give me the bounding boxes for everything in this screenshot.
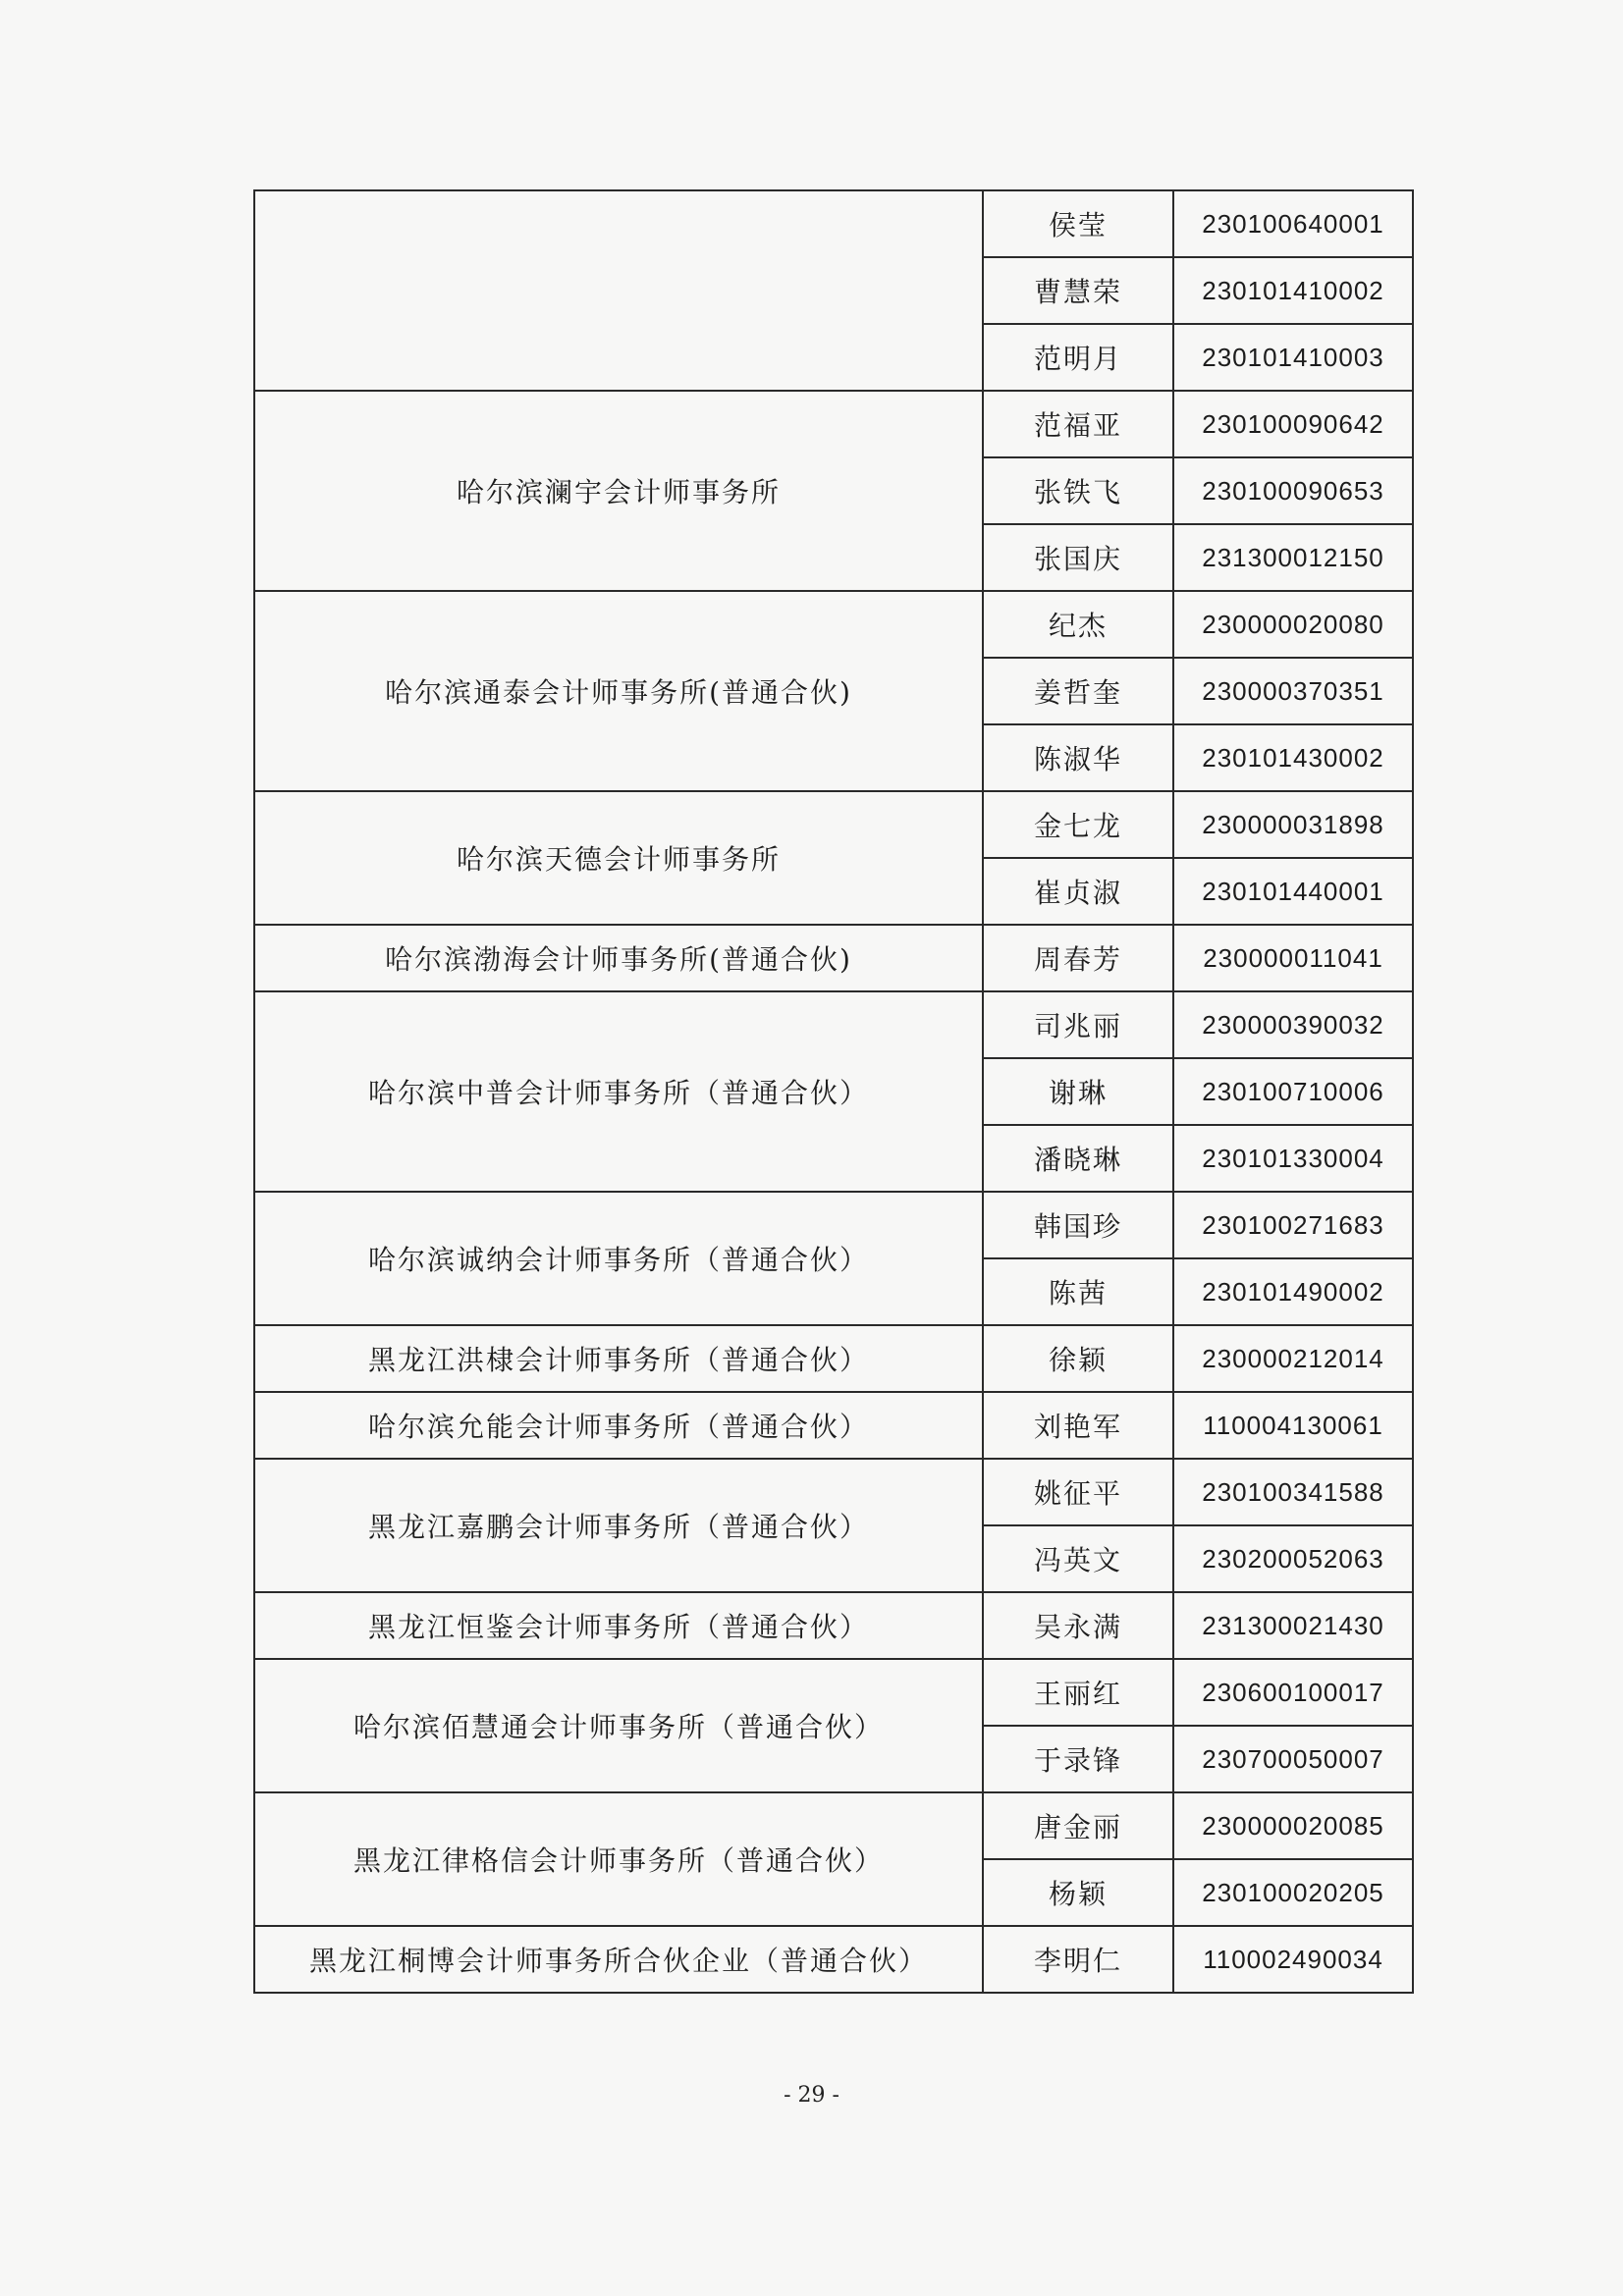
certificate-number-cell: 230100341588 bbox=[1173, 1459, 1413, 1525]
certificate-number-cell: 230600100017 bbox=[1173, 1659, 1413, 1726]
firm-name-cell: 哈尔滨佰慧通会计师事务所（普通合伙） bbox=[254, 1659, 983, 1792]
table-row bbox=[254, 925, 1413, 991]
accountant-name-cell: 李明仁 bbox=[983, 1926, 1173, 1993]
accountant-name-cell: 于录锋 bbox=[983, 1726, 1173, 1792]
firm-name-cell: 哈尔滨渤海会计师事务所(普通合伙) bbox=[254, 925, 983, 991]
accountant-name-cell: 潘晓琳 bbox=[983, 1125, 1173, 1192]
certificate-number-cell: 230101410002 bbox=[1173, 257, 1413, 324]
firm-name-cell: 黑龙江洪棣会计师事务所（普通合伙） bbox=[254, 1325, 983, 1392]
accountant-roster-table bbox=[253, 189, 1414, 1994]
page-number: - 29 - bbox=[784, 2083, 839, 2108]
firm-name-cell: 黑龙江恒鉴会计师事务所（普通合伙） bbox=[254, 1592, 983, 1659]
firm-name-cell: 哈尔滨通泰会计师事务所(普通合伙) bbox=[254, 591, 983, 791]
firm-name-cell: 黑龙江桐博会计师事务所合伙企业（普通合伙） bbox=[254, 1926, 983, 1993]
certificate-number-cell: 230000031898 bbox=[1173, 791, 1413, 858]
firm-name-cell: 哈尔滨天德会计师事务所 bbox=[254, 791, 983, 925]
certificate-number-cell: 230000370351 bbox=[1173, 658, 1413, 724]
certificate-number-cell: 230200052063 bbox=[1173, 1525, 1413, 1592]
certificate-number-cell: 230000212014 bbox=[1173, 1325, 1413, 1392]
table-row bbox=[254, 391, 1413, 457]
certificate-number-cell: 230100090642 bbox=[1173, 391, 1413, 457]
accountant-name-cell: 徐颖 bbox=[983, 1325, 1173, 1392]
accountant-name-cell: 司兆丽 bbox=[983, 991, 1173, 1058]
accountant-name-cell: 刘艳军 bbox=[983, 1392, 1173, 1459]
accountant-name-cell: 姜哲奎 bbox=[983, 658, 1173, 724]
accountant-name-cell: 韩国珍 bbox=[983, 1192, 1173, 1258]
accountant-name-cell: 冯英文 bbox=[983, 1525, 1173, 1592]
certificate-number-cell: 230101330004 bbox=[1173, 1125, 1413, 1192]
certificate-number-cell: 230101430002 bbox=[1173, 724, 1413, 791]
table-row bbox=[254, 991, 1413, 1058]
roster-table-body bbox=[254, 190, 1413, 1993]
table-row bbox=[254, 1592, 1413, 1659]
accountant-name-cell: 陈淑华 bbox=[983, 724, 1173, 791]
table-row bbox=[254, 791, 1413, 858]
table-row bbox=[254, 1792, 1413, 1859]
firm-name-cell: 黑龙江嘉鹏会计师事务所（普通合伙） bbox=[254, 1459, 983, 1592]
table-row bbox=[254, 1325, 1413, 1392]
accountant-name-cell: 周春芳 bbox=[983, 925, 1173, 991]
certificate-number-cell: 230101410003 bbox=[1173, 324, 1413, 391]
certificate-number-cell: 230100710006 bbox=[1173, 1058, 1413, 1125]
certificate-number-cell: 230100020205 bbox=[1173, 1859, 1413, 1926]
certificate-number-cell: 230000011041 bbox=[1173, 925, 1413, 991]
certificate-number-cell: 230100640001 bbox=[1173, 190, 1413, 257]
firm-name-cell: 黑龙江律格信会计师事务所（普通合伙） bbox=[254, 1792, 983, 1926]
accountant-name-cell: 纪杰 bbox=[983, 591, 1173, 658]
firm-name-cell: 哈尔滨诚纳会计师事务所（普通合伙） bbox=[254, 1192, 983, 1325]
certificate-number-cell: 230101440001 bbox=[1173, 858, 1413, 925]
table-row bbox=[254, 190, 1413, 257]
table-row bbox=[254, 591, 1413, 658]
accountant-name-cell: 陈茜 bbox=[983, 1258, 1173, 1325]
table-row bbox=[254, 1392, 1413, 1459]
table-row bbox=[254, 1192, 1413, 1258]
firm-name-cell bbox=[254, 190, 983, 391]
certificate-number-cell: 230000020080 bbox=[1173, 591, 1413, 658]
accountant-name-cell: 王丽红 bbox=[983, 1659, 1173, 1726]
accountant-name-cell: 范福亚 bbox=[983, 391, 1173, 457]
certificate-number-cell: 230100271683 bbox=[1173, 1192, 1413, 1258]
accountant-name-cell: 杨颖 bbox=[983, 1859, 1173, 1926]
accountant-name-cell: 唐金丽 bbox=[983, 1792, 1173, 1859]
table-row bbox=[254, 1926, 1413, 1993]
table-row bbox=[254, 1459, 1413, 1525]
accountant-name-cell: 姚征平 bbox=[983, 1459, 1173, 1525]
table-row bbox=[254, 1659, 1413, 1726]
accountant-name-cell: 崔贞淑 bbox=[983, 858, 1173, 925]
accountant-name-cell: 曹慧荣 bbox=[983, 257, 1173, 324]
certificate-number-cell: 230101490002 bbox=[1173, 1258, 1413, 1325]
accountant-name-cell: 侯莹 bbox=[983, 190, 1173, 257]
accountant-name-cell: 范明月 bbox=[983, 324, 1173, 391]
certificate-number-cell: 230000020085 bbox=[1173, 1792, 1413, 1859]
accountant-name-cell: 吴永满 bbox=[983, 1592, 1173, 1659]
firm-name-cell: 哈尔滨澜宇会计师事务所 bbox=[254, 391, 983, 591]
certificate-number-cell: 230700050007 bbox=[1173, 1726, 1413, 1792]
firm-name-cell: 哈尔滨允能会计师事务所（普通合伙） bbox=[254, 1392, 983, 1459]
certificate-number-cell: 230100090653 bbox=[1173, 457, 1413, 524]
certificate-number-cell: 230000390032 bbox=[1173, 991, 1413, 1058]
accountant-name-cell: 谢琳 bbox=[983, 1058, 1173, 1125]
accountant-name-cell: 金七龙 bbox=[983, 791, 1173, 858]
accountant-name-cell: 张铁飞 bbox=[983, 457, 1173, 524]
certificate-number-cell: 110004130061 bbox=[1173, 1392, 1413, 1459]
accountant-name-cell: 张国庆 bbox=[983, 524, 1173, 591]
certificate-number-cell: 231300012150 bbox=[1173, 524, 1413, 591]
certificate-number-cell: 231300021430 bbox=[1173, 1592, 1413, 1659]
firm-name-cell: 哈尔滨中普会计师事务所（普通合伙） bbox=[254, 991, 983, 1192]
certificate-number-cell: 110002490034 bbox=[1173, 1926, 1413, 1993]
